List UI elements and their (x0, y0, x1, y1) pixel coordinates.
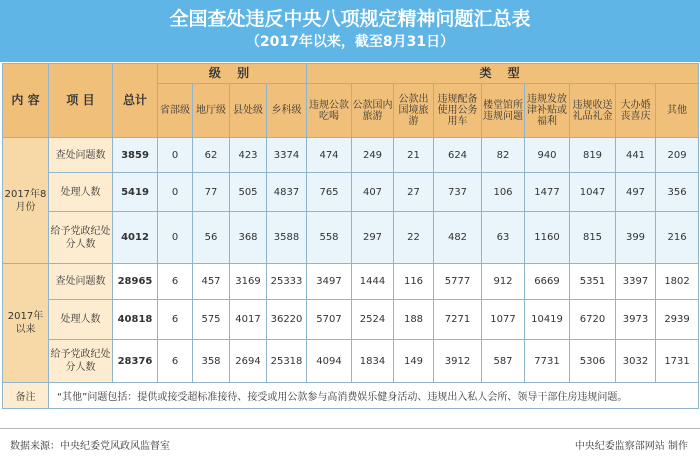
table-row (3, 300, 699, 340)
level-cell: 77 (193, 173, 230, 212)
summary-table (2, 63, 699, 409)
type-cell: 474 (307, 138, 352, 173)
header-level-group: 级 别 (158, 64, 307, 84)
level-cell: 56 (193, 212, 230, 264)
type-cell: 482 (434, 212, 482, 264)
type-cell: 1047 (570, 173, 616, 212)
header-type: 违规发放津补贴或福利 (525, 84, 570, 138)
type-cell: 297 (352, 212, 394, 264)
row-total: 28965 (113, 264, 158, 300)
type-cell: 21 (394, 138, 434, 173)
type-cell: 407 (352, 173, 394, 212)
type-cell: 624 (434, 138, 482, 173)
type-cell: 5306 (570, 340, 616, 383)
header-content: 内 容 (3, 64, 49, 138)
type-cell: 441 (616, 138, 656, 173)
level-cell: 36220 (267, 300, 307, 340)
level-cell: 25318 (267, 340, 307, 383)
header-type: 违规收送礼品礼金 (570, 84, 616, 138)
type-cell: 188 (394, 300, 434, 340)
header-type: 违规配备使用公务用车 (434, 84, 482, 138)
level-cell: 3374 (267, 138, 307, 173)
type-cell: 3397 (616, 264, 656, 300)
period-label: 2017年以来 (3, 264, 49, 383)
data-source: 数据来源：中央纪委党风政风监督室 (10, 441, 170, 452)
level-cell: 4017 (230, 300, 267, 340)
table-subtitle: （2017年以来，截至8月31日） (245, 34, 455, 50)
level-cell: 423 (230, 138, 267, 173)
level-cell: 0 (158, 212, 193, 264)
level-cell: 4837 (267, 173, 307, 212)
type-cell: 5351 (570, 264, 616, 300)
type-cell: 3912 (434, 340, 482, 383)
header-type: 违规公款吃喝 (307, 84, 352, 138)
row-item: 处理人数 (49, 173, 113, 212)
type-cell: 587 (482, 340, 525, 383)
type-cell: 22 (394, 212, 434, 264)
level-cell: 3588 (267, 212, 307, 264)
level-cell: 457 (193, 264, 230, 300)
row-total: 3859 (113, 138, 158, 173)
level-cell: 0 (158, 138, 193, 173)
type-cell: 399 (616, 212, 656, 264)
note-text: “其他”问题包括：提供或接受超标准接待、接受或用公款参与高消费娱乐健身活动、违规出入私人会所、领导干部住房违规问题。 (49, 383, 699, 409)
type-cell: 216 (656, 212, 699, 264)
footer (0, 428, 700, 458)
type-cell: 940 (525, 138, 570, 173)
type-cell: 815 (570, 212, 616, 264)
level-cell: 62 (193, 138, 230, 173)
period-label: 2017年8月份 (3, 138, 49, 264)
type-cell: 356 (656, 173, 699, 212)
row-total: 4012 (113, 212, 158, 264)
type-cell: 5707 (307, 300, 352, 340)
type-cell: 106 (482, 173, 525, 212)
header-level: 地厅级 (193, 84, 230, 138)
type-cell: 737 (434, 173, 482, 212)
type-cell: 5777 (434, 264, 482, 300)
header-type: 公款出国境旅游 (394, 84, 434, 138)
type-cell: 2939 (656, 300, 699, 340)
level-cell: 575 (193, 300, 230, 340)
header-type: 大办婚丧喜庆 (616, 84, 656, 138)
note-label: 备注 (3, 383, 49, 409)
header-level: 县处级 (230, 84, 267, 138)
type-cell: 10419 (525, 300, 570, 340)
type-cell: 912 (482, 264, 525, 300)
type-cell: 7271 (434, 300, 482, 340)
header-type: 楼堂馆所违规问题 (482, 84, 525, 138)
type-cell: 209 (656, 138, 699, 173)
row-item: 查处问题数 (49, 264, 113, 300)
type-cell: 3497 (307, 264, 352, 300)
type-cell: 497 (616, 173, 656, 212)
type-cell: 63 (482, 212, 525, 264)
type-cell: 149 (394, 340, 434, 383)
header-type: 其他 (656, 84, 699, 138)
header-level: 省部级 (158, 84, 193, 138)
note-row (3, 383, 699, 409)
row-item: 查处问题数 (49, 138, 113, 173)
header-total: 总计 (113, 64, 158, 138)
type-cell: 1077 (482, 300, 525, 340)
type-cell: 1802 (656, 264, 699, 300)
type-cell: 2524 (352, 300, 394, 340)
row-total: 40818 (113, 300, 158, 340)
header-type: 公款国内旅游 (352, 84, 394, 138)
type-cell: 82 (482, 138, 525, 173)
made-by: 中央纪委监察部网站 制作 (574, 441, 688, 452)
type-cell: 1160 (525, 212, 570, 264)
title-banner (0, 0, 700, 62)
level-cell: 358 (193, 340, 230, 383)
level-cell: 2694 (230, 340, 267, 383)
type-cell: 6669 (525, 264, 570, 300)
row-total: 5419 (113, 173, 158, 212)
type-cell: 249 (352, 138, 394, 173)
header-type-group: 类 型 (307, 64, 699, 84)
header-level: 乡科级 (267, 84, 307, 138)
header-item: 项 目 (49, 64, 113, 138)
type-cell: 1731 (656, 340, 699, 383)
table-row (3, 212, 699, 264)
type-cell: 1477 (525, 173, 570, 212)
level-cell: 505 (230, 173, 267, 212)
type-cell: 27 (394, 173, 434, 212)
level-cell: 25333 (267, 264, 307, 300)
type-cell: 1834 (352, 340, 394, 383)
row-total: 28376 (113, 340, 158, 383)
table-row (3, 173, 699, 212)
table-row (3, 340, 699, 383)
level-cell: 6 (158, 300, 193, 340)
level-cell: 0 (158, 173, 193, 212)
row-item: 处理人数 (49, 300, 113, 340)
type-cell: 6720 (570, 300, 616, 340)
type-cell: 765 (307, 173, 352, 212)
table-title: 全国查处违反中央八项规定精神问题汇总表 (169, 8, 531, 30)
type-cell: 3973 (616, 300, 656, 340)
type-cell: 1444 (352, 264, 394, 300)
level-cell: 3169 (230, 264, 267, 300)
type-cell: 819 (570, 138, 616, 173)
row-item: 给予党政纪处分人数 (49, 340, 113, 383)
level-cell: 368 (230, 212, 267, 264)
level-cell: 6 (158, 264, 193, 300)
type-cell: 116 (394, 264, 434, 300)
type-cell: 3032 (616, 340, 656, 383)
type-cell: 558 (307, 212, 352, 264)
type-cell: 4094 (307, 340, 352, 383)
level-cell: 6 (158, 340, 193, 383)
table-row (3, 138, 699, 173)
type-cell: 7731 (525, 340, 570, 383)
row-item: 给予党政纪处分人数 (49, 212, 113, 264)
table-row (3, 264, 699, 300)
